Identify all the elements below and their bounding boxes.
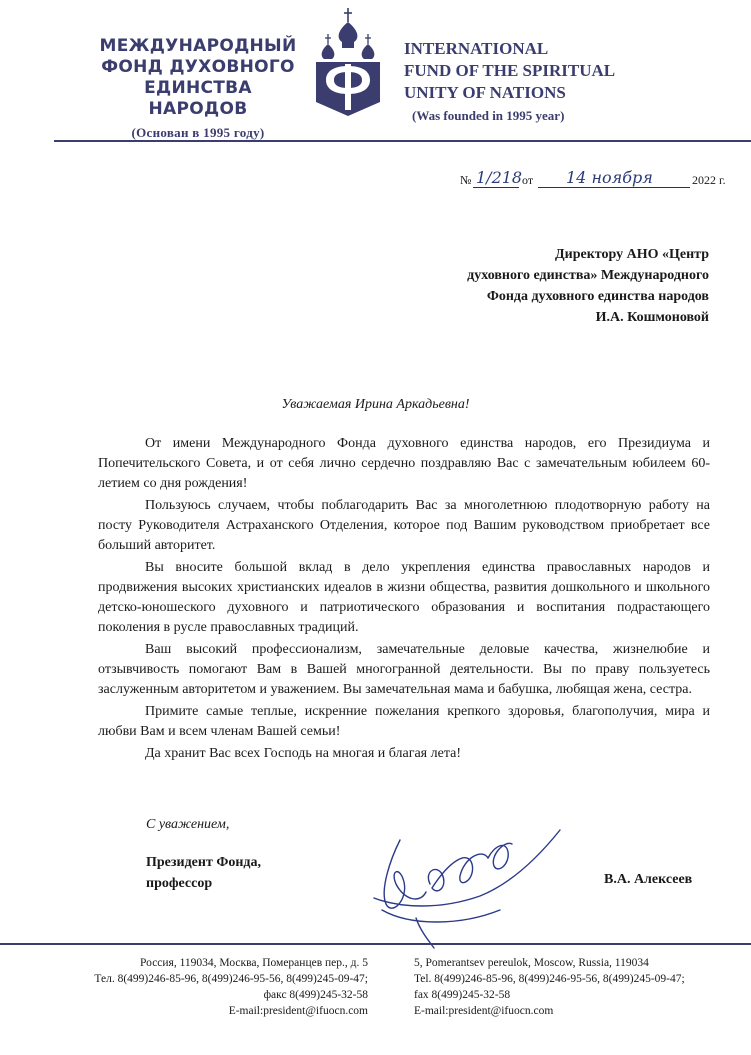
paragraph: Да хранит Вас всех Господь на многая и благая лета!: [145, 746, 461, 761]
addressee-block: [389, 244, 709, 328]
footer-en-fax: fax 8(499)245-32-58: [414, 989, 511, 1001]
letterhead-ru-line-1: МЕЖДУНАРОДНЫЙ: [99, 36, 297, 56]
paragraph: От имени Международного Фонда духовного единства народов, его Президиума и Попечительского Совета, и от себя лично сердечно поздравляю Вас с замечательным юбилеем 60-летием со дня рождения!: [98, 436, 710, 491]
church-domes-logo-icon: [312, 6, 384, 118]
footer-ru-address: Россия, 119034, Москва, Померанцев пер., д. 5: [140, 957, 368, 969]
letterhead-divider: [54, 140, 751, 142]
addressee-line-3: Фонда духовного единства народов: [486, 289, 709, 304]
reference-line: [460, 168, 750, 190]
addressee-line-4: И.А. Кошмоновой: [595, 310, 709, 325]
handwritten-signature-icon: [360, 800, 570, 950]
paragraph: Ваш высокий профессионализм, замечательные деловые качества, жизнелюбие и отзывчивость помогают Вам в Вашей многогранной деятельности. Вы по праву пользуетесь заслуженным авторитетом и уважением. Вы замечательная мама и бабушка, любящая жена, сестра.: [98, 642, 710, 697]
letterhead-ru-founded: (Основан в 1995 году): [131, 125, 265, 140]
footer-en-phones: Tel. 8(499)246-85-96, 8(499)246-95-56, 8(499)245-09-47;: [414, 973, 685, 985]
number-label: №: [460, 173, 472, 187]
signer-title-line-1: Президент Фонда,: [146, 855, 261, 870]
from-label: от: [522, 173, 534, 187]
footer-divider: [0, 943, 751, 945]
date-underline: [538, 187, 690, 188]
letterhead-russian: [98, 36, 298, 143]
footer-ru-phones: Тел. 8(499)246-85-96, 8(499)246-95-56, 8(499)245-09-47;: [94, 973, 368, 985]
footer-ru-fax: факс 8(499)245-32-58: [263, 989, 368, 1001]
closing-regards: С уважением,: [146, 817, 230, 832]
number-underline: [473, 187, 519, 188]
letterhead-en-line-1: INTERNATIONAL: [404, 39, 549, 58]
footer-russian: [20, 955, 368, 1019]
reference-number: 1/218: [476, 168, 523, 187]
letterhead-en-founded: (Was founded in 1995 year): [412, 108, 565, 123]
footer-en-email: E-mail:president@ifuocn.com: [414, 1005, 554, 1017]
addressee-line-1: Директору АНО «Центр: [555, 247, 709, 262]
letterhead-english: [404, 38, 664, 127]
letter-body: [98, 434, 710, 766]
paragraph: Пользуюсь случаем, чтобы поблагодарить Вас за многолетнюю плодотворную работу на посту Руководителя Астраханского Отделения, которое под Вашим руководством приобретает все больший авторитет.: [98, 498, 710, 553]
footer-english: [414, 955, 744, 1019]
addressee-line-2: духовного единства» Международного: [467, 268, 709, 283]
footer-en-address: 5, Pomerantsev pereulok, Moscow, Russia, 119034: [414, 957, 649, 969]
signer-title-line-2: профессор: [146, 876, 213, 891]
letterhead-ru-line-2: ФОНД ДУХОВНОГО: [101, 57, 295, 77]
salutation: Уважаемая Ирина Аркадьевна!: [281, 397, 470, 412]
paragraph: Примите самые теплые, искренние пожелания крепкого здоровья, благополучия, мира и любви Вам и всем членам Вашей семьи!: [98, 704, 710, 739]
signer-name: В.А. Алексеев: [604, 872, 693, 887]
reference-date: 14 ноября: [566, 168, 653, 187]
signer-title: [146, 852, 261, 894]
letterhead-en-line-2: FUND OF THE SPIRITUAL: [404, 61, 616, 80]
reference-year: 2022 г.: [692, 173, 726, 187]
paragraph: Вы вносите большой вклад в дело укрепления единства православных народов и продвижения высоких христианских идеалов в жизни общества, развития дошкольного и школьного детско-юношеского духовного и патриотического образования и воспитания подрастающего поколения в русле православных традиций.: [98, 560, 710, 635]
footer-ru-email: E-mail:president@ifuocn.com: [228, 1005, 368, 1017]
letterhead-en-line-3: UNITY OF NATIONS: [404, 83, 566, 102]
letterhead-ru-line-3: ЕДИНСТВА НАРОДОВ: [144, 78, 252, 119]
